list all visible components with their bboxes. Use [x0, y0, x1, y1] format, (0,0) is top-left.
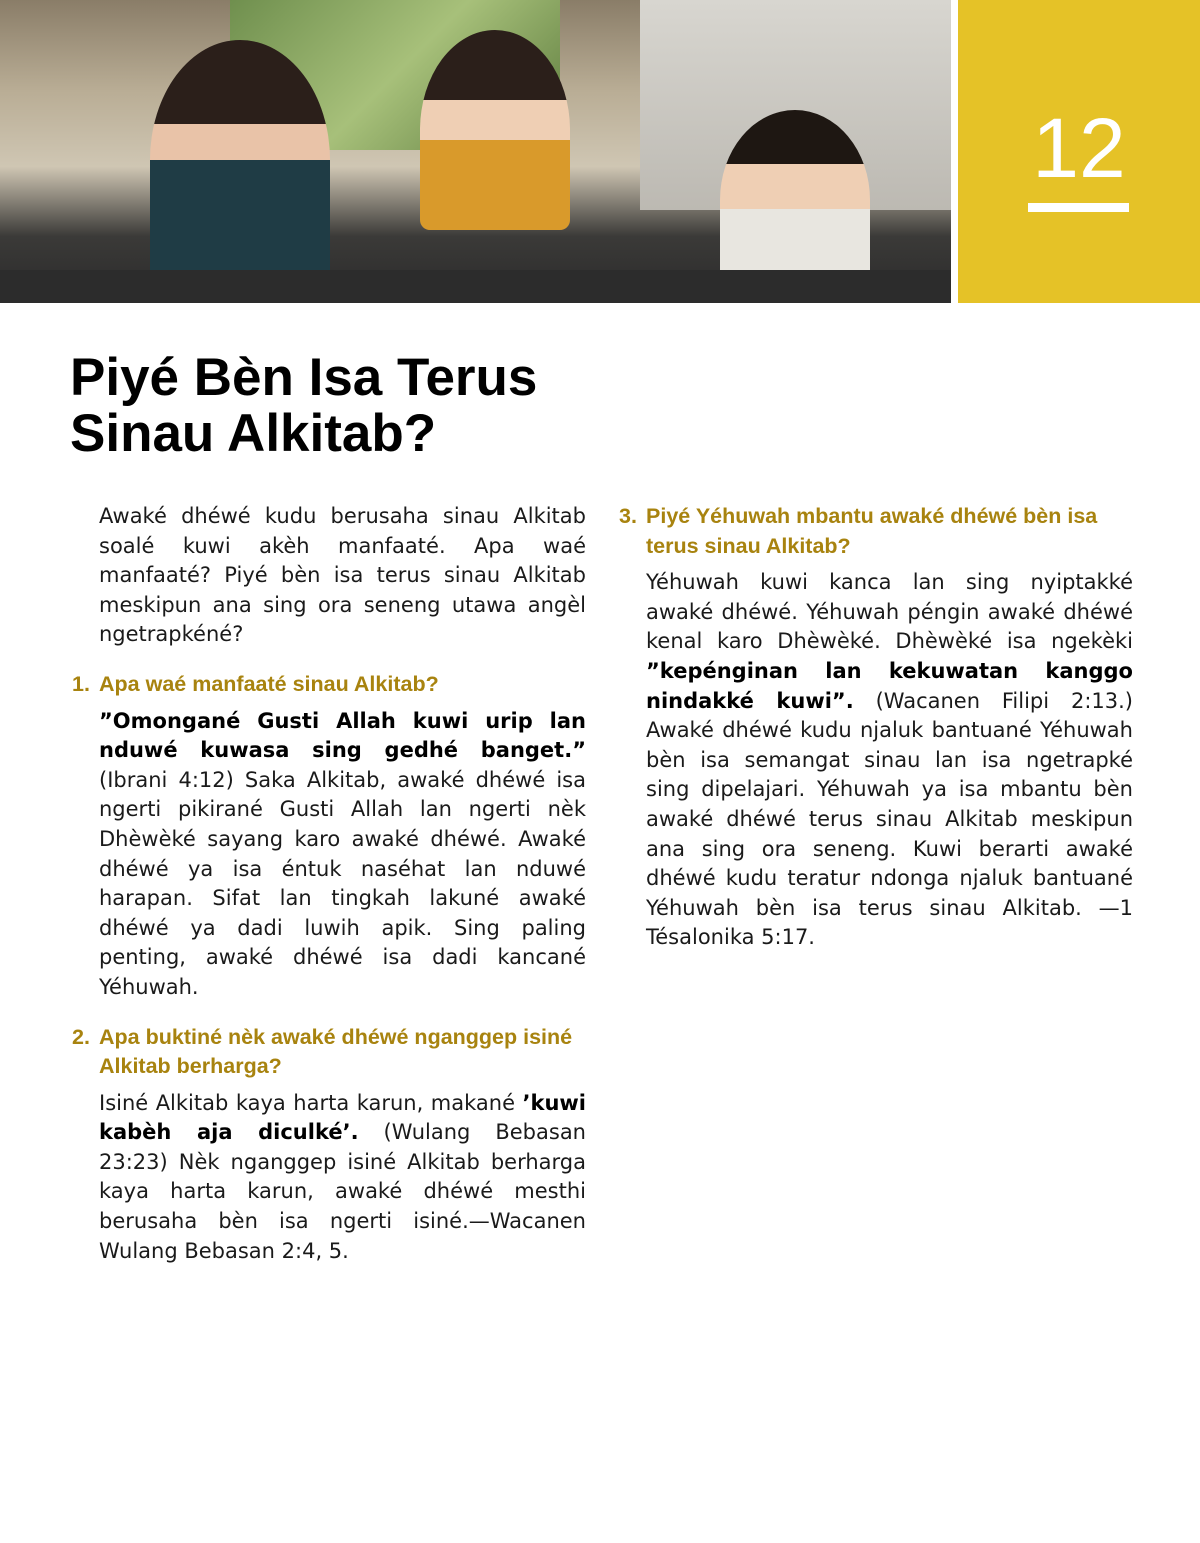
question-number: 2. [72, 1024, 90, 1049]
lesson-number-underline [1028, 203, 1129, 212]
answer-3 [646, 568, 1133, 953]
answer-text: Isiné Alkitab kaya harta karun, makané [99, 1090, 523, 1115]
photo-person-woman-left [150, 40, 330, 280]
question-text: Apa buktiné nèk awaké dhéwé nganggep isiné Alkitab berharga? [99, 1024, 573, 1079]
question-text: Piyé Yéhuwah mbantu awaké dhéwé bèn isa terus sinau Alkitab? [646, 504, 1098, 558]
answer-text: Saka Alkitab, awaké dhéwé isa ngerti pikirané Gusti Allah lan ngerti nèk Dhèwèké sayang karo awaké dhéwé. Awaké dhéwé ya isa éntuk naséhat lan nduwé harapan. Sifat lan tingkah lakuné awaké dhéwé ya dadi luwih apik. Sing paling penting, awaké dhéwé isa dadi kancané Yéhuwah. [99, 767, 586, 999]
photo-person-girl [420, 30, 570, 230]
lesson-number-tab [958, 0, 1200, 303]
answer-1 [99, 707, 586, 1003]
question-1 [72, 670, 586, 700]
photo-person-boy [720, 110, 870, 290]
scripture-quote: ’kuwi kabèh aja diculké’. [99, 1090, 586, 1145]
question-number: 1. [72, 671, 90, 696]
answer-text: (Wacanen Filipi 2:13.) Awaké dhéwé kudu njaluk bantuané Yéhuwah bèn isa semangat sinau lan isa ngetrapké sing dipelajari. Yéhuwah ya isa mbantu bèn awaké dhéwé terus sinau Alkitab meskipun ana sing ora seneng. Kuwi berarti awaké dhéwé kudu teratur ndonga njaluk bantuané Yéhuwah bèn isa terus sinau Alkitab. —1 Tésalonika 5:17. [646, 688, 1133, 950]
right-column [619, 502, 1133, 953]
left-column [72, 502, 586, 1266]
scripture-quote: ”Omongané Gusti Allah kuwi urip lan nduwé kuwasa sing gedhé banget.” [99, 708, 586, 763]
question-3 [619, 502, 1133, 561]
intro-paragraph: Awaké dhéwé kudu berusaha sinau Alkitab soalé kuwi akèh manfaaté. Apa waé manfaaté? Piyé bèn isa terus sinau Alkitab meskipun ana sing ora seneng utawa angèl ngetrapkéné? [99, 504, 586, 647]
photo-table [0, 270, 951, 303]
header-photo-family-studying-bible [0, 0, 951, 303]
question-number: 3. [619, 504, 637, 528]
lesson-number: 12 [1032, 101, 1126, 195]
question-text: Apa waé manfaaté sinau Alkitab? [99, 671, 439, 696]
page-title: Piyé Bèn Isa Terus Sinau Alkitab? [70, 348, 538, 463]
scripture-reference: (Ibrani 4:12) [99, 767, 234, 792]
scripture-quote: ”kepénginan lan kekuwatan kanggo nindakké kuwi”. [646, 658, 1133, 713]
answer-text: (Wulang Bebasan 23:23) Nèk nganggep isiné Alkitab berharga kaya harta karun, awaké dhéwé mesthi berusaha bèn isa ngerti isiné.—Wacanen Wulang Bebasan 2:4, 5. [99, 1120, 586, 1263]
photo-person-woman-right [550, 30, 720, 280]
question-2 [72, 1023, 586, 1082]
answer-text: Yéhuwah kuwi kanca lan sing nyiptakké awaké dhéwé. Yéhuwah péngin awaké dhéwé kenal karo Dhèwèké. Dhèwèké isa ngekèki [646, 570, 1133, 654]
answer-2 [99, 1089, 586, 1267]
